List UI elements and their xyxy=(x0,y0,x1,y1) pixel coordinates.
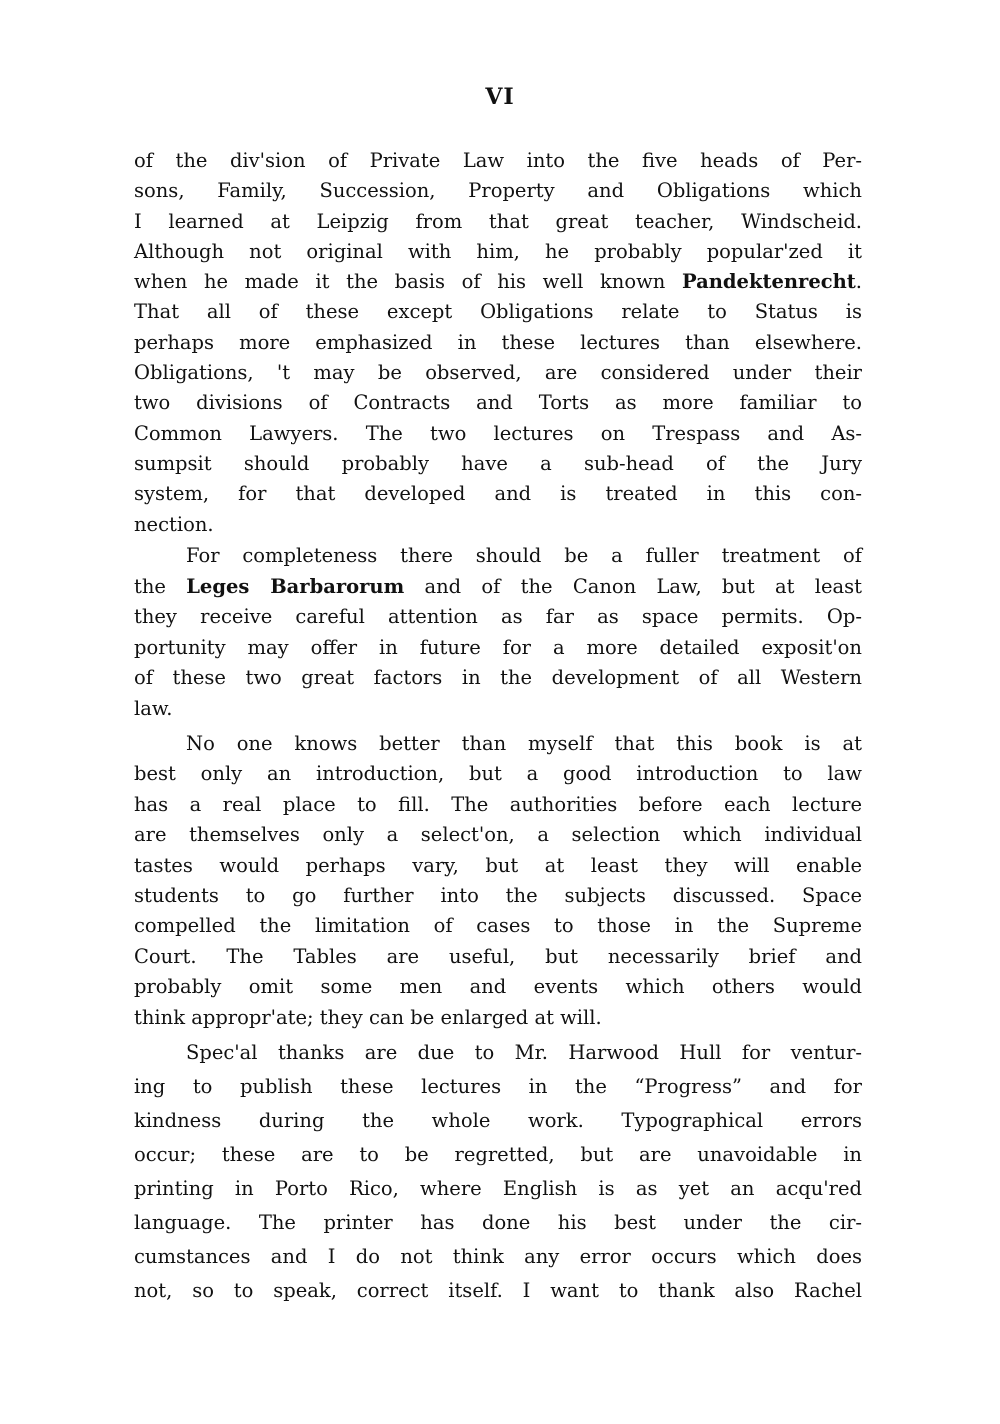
text-line: kindness during the whole work. Typographical errors xyxy=(134,1109,862,1132)
text-line: Obligations, 't may be observed, are considered under their xyxy=(134,361,862,385)
text-line: of these two great factors in the development of all Western xyxy=(134,666,862,689)
text-line: nection. xyxy=(134,512,214,536)
text-line: of the div'sion of Private Law into the five heads of Per- xyxy=(134,149,862,172)
text-line: best only an introduction, but a good introduction to law xyxy=(134,762,862,786)
text-line-segment: when he made it the basis of his well known xyxy=(134,270,666,294)
text-line: That all of these except Obligations relate to Status is xyxy=(134,300,862,324)
text-line: not, so to speak, correct itself. I want to thank also Rachel xyxy=(134,1279,862,1302)
text-line: printing in Porto Rico, where English is as yet an acqu'red xyxy=(134,1177,862,1200)
text-line: think appropr'ate; they can be enlarged at will. xyxy=(134,1005,602,1029)
text-line: I learned at Leipzig from that great teacher, Windscheid. xyxy=(134,209,862,233)
text-line: two divisions of Contracts and Torts as more familiar to xyxy=(134,391,862,415)
text-line: For completeness there should be a fuller treatment of xyxy=(186,544,862,567)
text-line: ing to publish these lectures in the “Progress” and for xyxy=(134,1075,862,1098)
text-line: when he made it the basis of his well known Pandektenrecht. xyxy=(134,270,862,294)
paragraph-4 xyxy=(134,1036,862,1308)
bold-term: Leges Barbarorum xyxy=(186,574,405,598)
text-line: sumpsit should probably have a sub-head of the Jury xyxy=(134,451,862,475)
text-line: sons, Family, Succession, Property and Obligations which xyxy=(134,179,862,203)
text-line xyxy=(134,572,862,603)
text-line: compelled the limitation of cases to those in the Supreme xyxy=(134,914,862,938)
text-line-segment: and of the Canon Law, but at least xyxy=(424,574,862,598)
text-line: tastes would perhaps vary, but at least they will enable xyxy=(134,853,862,877)
text-line: occur; these are to be regretted, but are unavoidable in xyxy=(134,1143,862,1166)
text-line: cumstances and I do not think any error occurs which does xyxy=(134,1245,862,1268)
text-line: Spec'al thanks are due to Mr. Harwood Hull for ventur- xyxy=(186,1041,862,1064)
text-line: law. xyxy=(134,696,173,720)
page-number: VI xyxy=(485,84,515,110)
paragraph-2 xyxy=(134,541,862,724)
text-line: students to go further into the subjects discussed. Space xyxy=(134,884,862,908)
text-line: language. The printer has done his best under the cir- xyxy=(134,1211,862,1234)
text-line: are themselves only a select'on, a selection which individual xyxy=(134,823,862,847)
text-line: has a real place to fill. The authorities before each lecture xyxy=(134,792,862,816)
text-line: probably omit some men and events which others would xyxy=(134,975,862,999)
text-line: Common Lawyers. The two lectures on Trespass and As- xyxy=(134,421,862,445)
text-line: portunity may offer in future for a more detailed exposit'on xyxy=(134,635,862,659)
text-line: No one knows better than myself that this book is at xyxy=(186,732,862,755)
text-line-segment: the xyxy=(134,574,166,598)
paragraph-1 xyxy=(134,146,862,540)
text-line: system, for that developed and is treated in this con- xyxy=(134,482,862,506)
bold-term: Pandektenrecht xyxy=(681,270,856,294)
text-line: perhaps more emphasized in these lectures than elsewhere. xyxy=(134,330,862,354)
text-line: Although not original with him, he probably popular'zed it xyxy=(134,239,862,263)
text-line: Court. The Tables are useful, but necessarily brief and xyxy=(134,944,862,968)
text-line: they receive careful attention as far as space permits. Op- xyxy=(134,605,862,628)
paragraph-3 xyxy=(134,729,862,1033)
